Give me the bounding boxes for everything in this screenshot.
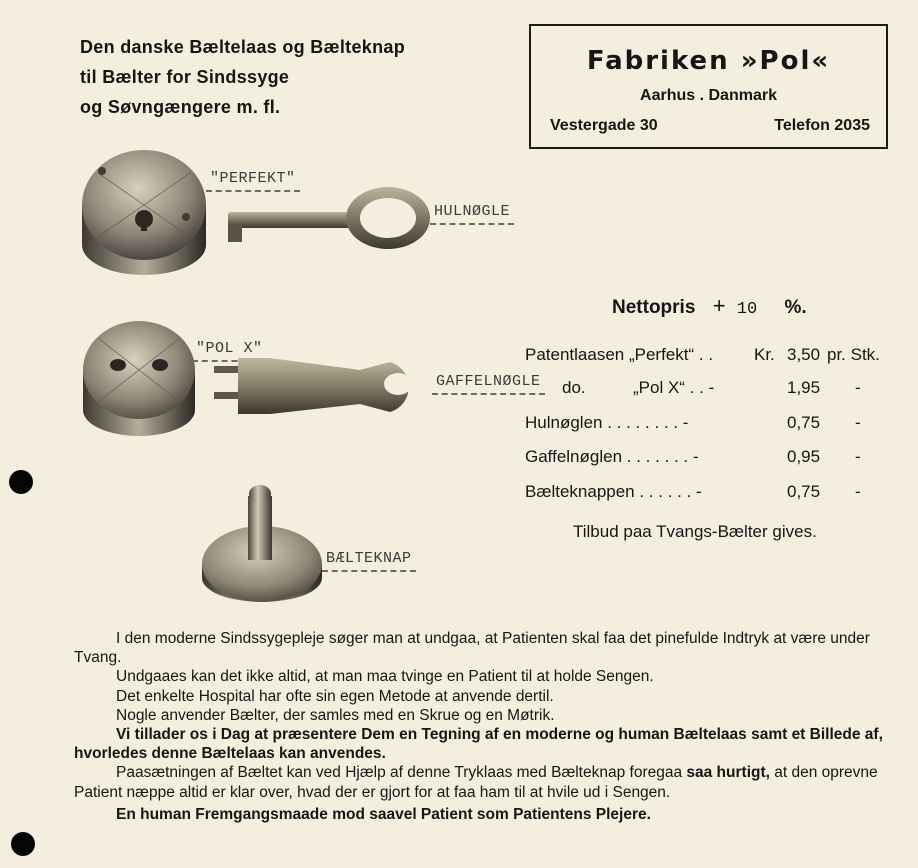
heading-line-1: Den danske Bæltelaas og Bælteknap: [80, 37, 405, 57]
company-letterhead-box: [529, 24, 888, 149]
heading-line-2: til Bælter for Sindssyge: [80, 67, 290, 87]
binder-hole-top: [9, 470, 33, 494]
baelteknap-label: BÆLTEKNAP: [326, 550, 412, 567]
pol-x-lock-image: [80, 318, 198, 438]
body-paragraph-6: [74, 763, 894, 801]
perfekt-label: "PERFEKT": [210, 170, 296, 187]
offer-text: Tilbud paa Tvangs-Bælter gives.: [573, 522, 817, 541]
price-dash: -: [855, 482, 861, 501]
body-paragraph-3: Det enkelte Hospital har ofte sin egen Metode at anvende dertil.: [116, 687, 554, 705]
price-row-hulnogle: [525, 413, 895, 435]
price-row-name: „Pol X“ . . -: [633, 378, 715, 397]
body-paragraph-2: Undgaaes kan det ikke altid, at man maa tvinge en Patient til at holde Sengen.: [116, 668, 654, 686]
net-price-label: Nettopris: [612, 297, 696, 318]
price-dash: -: [855, 378, 861, 397]
body-paragraph-6-start: Paasætningen af Bæltet kan ved Hjælp af denne Tryklaas med Bælteknap foregaa: [116, 764, 687, 782]
pol-x-label: "POL X": [196, 340, 263, 357]
price-row-baelteknap: [525, 482, 895, 504]
belt-button-image: [198, 480, 326, 608]
company-name: Fabriken »Pol«: [586, 46, 831, 76]
company-street: Vestergade 30: [550, 117, 658, 134]
hulnogle-label: HULNØGLE: [434, 203, 511, 220]
body-paragraph-6-emphasis: saa hurtigt,: [686, 764, 770, 782]
price-row-name: Bælteknappen . . . . . . -: [525, 482, 702, 501]
price-amount: 0,95: [787, 447, 821, 466]
letter-body: [74, 629, 894, 824]
price-row-pol-x: [525, 378, 895, 400]
percent-sign: %.: [784, 297, 807, 318]
hollow-key-image: [222, 186, 432, 256]
price-row-name: Hulnøglen . . . . . . . . -: [525, 413, 689, 432]
binder-hole-bottom: [11, 832, 35, 856]
percent-value: 10: [736, 300, 758, 319]
price-dash: -: [855, 413, 861, 432]
heading-line-3: og Søvngængere m. fl.: [80, 97, 281, 117]
perfekt-lock-image: [78, 145, 210, 277]
currency-label: Kr.: [754, 345, 775, 364]
body-paragraph-4: Nogle anvender Bælter, der samles med en Skrue og en Møtrik.: [116, 706, 555, 724]
price-unit: pr. Stk.: [827, 345, 880, 364]
company-city: Aarhus . Danmark: [640, 87, 777, 104]
price-row-ditto: do.: [562, 378, 586, 397]
plus-sign: +: [712, 293, 726, 318]
product-heading: [80, 32, 440, 122]
fork-key-image: [210, 352, 430, 422]
net-price-title: [612, 293, 807, 319]
price-row-name: Patentlaasen „Perfekt“ . .: [525, 345, 714, 364]
price-amount: 0,75: [787, 482, 821, 501]
price-row-gaffelnogle: [525, 447, 895, 469]
price-amount: 3,50: [787, 345, 821, 364]
price-dash: -: [855, 447, 861, 466]
body-paragraph-7: En human Fremgangsmaade mod saavel Patient som Patientens Plejere.: [116, 805, 651, 823]
price-row-perfekt: [525, 345, 895, 367]
body-paragraph-6-end: at den oprevne Patient næppe altid er klar over, hvad der er gjort for at faa ham til at hvile ud i Sengen.: [74, 764, 878, 801]
company-phone: Telefon 2035: [774, 117, 870, 134]
price-row-name: Gaffelnøglen . . . . . . . -: [525, 447, 699, 466]
price-amount: 0,75: [787, 413, 821, 432]
gaffelnogle-label: GAFFELNØGLE: [436, 373, 541, 390]
price-amount: 1,95: [787, 378, 821, 397]
body-paragraph-5: Vi tillader os i Dag at præsentere Dem en Tegning af en moderne og human Bæltelaas samt et Billede af, hvorledes denne Bæltelaas kan anvendes.: [74, 726, 883, 763]
body-paragraph-1: I den moderne Sindssygepleje søger man at undgaa, at Patienten skal faa det pinefulde Indtryk at være under Tvang.: [74, 630, 870, 667]
